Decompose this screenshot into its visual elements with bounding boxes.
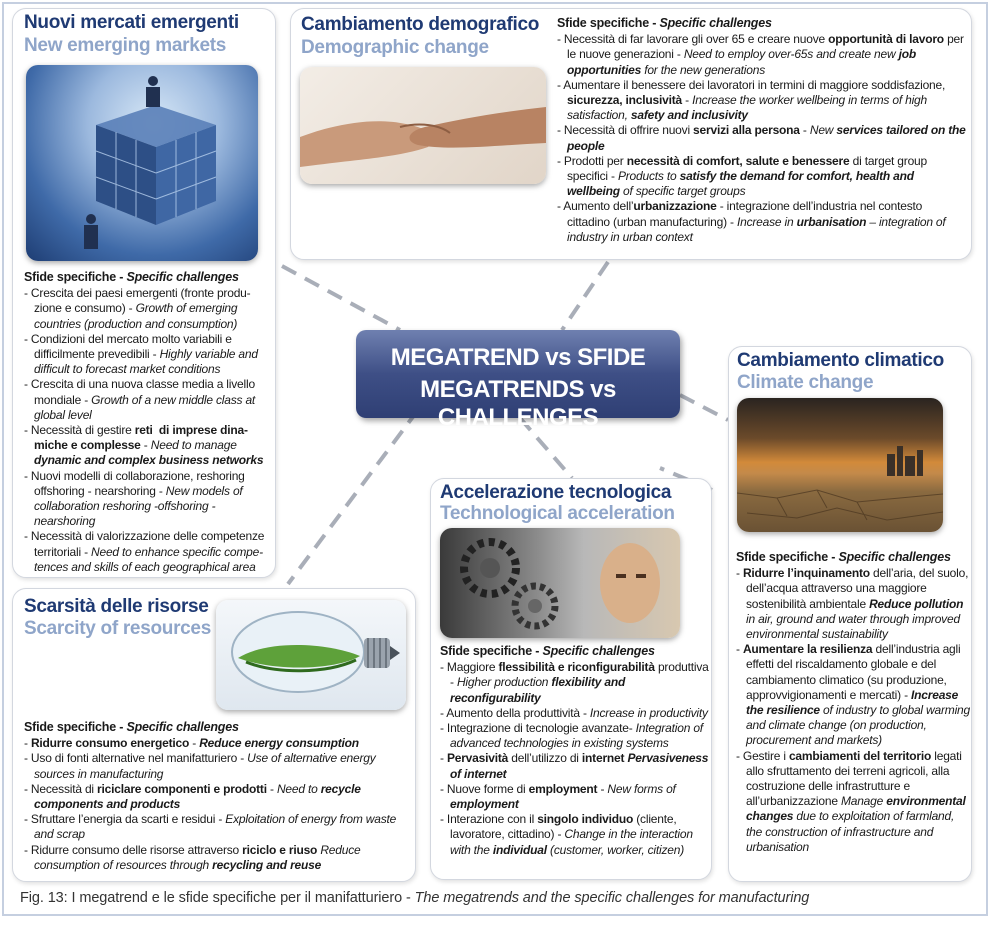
demographic-title: Cambiamento demografico [301,14,540,35]
resources-subtitle: Scarcity of resources [24,618,211,639]
list-item: - Pervasività dell’utilizzo di internet Pervasiveness of internet [440,751,709,781]
connector-resources [288,410,418,584]
climate-challenges-header: Sfide specifiche - Specific challenges [736,550,951,564]
bulb-graphic [216,600,406,710]
list-item: - Gestire i cambiamenti del territorio legati allo sfruttamento dei terreni agricoli, alla costruzione delle infrastrutture e all’urbanizzazione Manage environmental changes due to exploitation of farmland, the construction of infrastructure and urbanisation [736,748,966,854]
climate-title: Cambiamento climatico [737,350,944,371]
list-item: - Aumentare il benessere dei lavoratori in termini di maggiore soddisfazione, sicurezza, inclusività - Increase the worker wellbeing in terms of high satisfaction, safety and inclusivity [557,77,946,123]
connector-climate [680,395,728,420]
demographic-challenges [557,16,967,245]
caption-en: The megatrends and the specific challenges for manufacturing [414,890,810,906]
list-item: - Maggiore flessibilità e riconfigurabilità produttiva - Higher production flexibility and reconfigurability [440,660,709,705]
list-item: - Ridurre consumo delle risorse attraverso riciclo e riuso Reduce consumption of resources through recycling and reuse [24,842,361,872]
climate-graphic [737,398,943,532]
emerging-challenges-header: Sfide specifiche - Specific challenges [24,270,239,284]
list-item: - Nuovi modelli di collaborazione, reshoring offshoring - nearshoring - New models of collaboration reshoring -offshoring - nearshoring [24,468,245,529]
emerging-title: Nuovi mercati emergenti [24,12,239,33]
megatrend-center-box [356,330,680,431]
technology-challenges-header: Sfide specifiche - Specific challenges [440,644,655,658]
list-item: - Necessità di far lavorare gli over 65 e creare nuove opportunità di lavoro per le nuove generazioni - Need to employ over-65s and create new job opportunities for the new generations [557,32,964,77]
climate-challenges [736,550,970,855]
list-item: - Necessità di riciclare componenti e prodotti - Need to recycle components and products [24,781,361,812]
list-item: - Aumento dell’urbanizzazione - integrazione dell’industria nel contesto cittadino (urban manufacturing) - Increase in urbanisation – integration of industry in urban context [557,199,946,244]
gears-man-image [440,528,680,638]
technology-title: Accelerazione tecnologica [440,482,672,503]
dry-land-city-image [737,398,943,532]
climate-subtitle: Climate change [737,372,874,393]
center-title-en: MEGATRENDS vs CHALLENGES [420,376,616,431]
figure-caption [20,890,809,906]
resources-challenges-header: Sfide specifiche - Specific challenges [24,720,239,734]
list-item: - Aumentare la resilienza dell’industria agli effetti del riscaldamento globale e del cambiamento climatico (su produzione, approvvigionamenti e mercati) - Increase the resilience of industry to global warming and climate change (on production, procurement and markets) [736,642,970,748]
gears-graphic [440,528,680,638]
resources-challenges [24,720,414,873]
list-item: - Crescita dei paesi emergenti (fronte produzione e consumo) - Growth of emerging countries (production and consumption) [24,286,251,331]
list-item: - Integrazione di tecnologie avanzate- Integration of advanced technologies in existing systems [440,721,703,751]
hands-image [300,67,546,184]
list-item: - Condizioni del mercato molto variabili e difficilmente prevedibili - Highly variable and difficult to forecast market conditions [24,331,258,377]
list-item: - Aumento della produttività - Increase in productivity [440,705,708,720]
caption-it: Fig. 13: I megatrend e le sfide specifiche per il manifatturiero - [20,890,415,906]
technology-subtitle: Technological acceleration [440,503,675,524]
list-item: - Ridurre l’inquinamento dell’aria, del suolo, dell’acqua attraverso una maggiore sostenibilità ambientale Reduce pollution in air, ground and water through improved environmental sustainability [736,566,969,642]
list-item: - Ridurre consumo energetico - Reduce energy consumption [24,736,359,751]
list-item: - Necessità di valorizzazione delle competenze territoriali - Need to enhance specific competences and skills of each geographical area [24,529,265,574]
emerging-challenges [24,270,274,575]
demographic-subtitle: Demographic change [301,37,489,58]
demographic-challenges-header: Sfide specifiche - Specific challenges [557,16,772,30]
light-bulb-image [216,600,406,710]
list-item: - Necessità di gestire reti di imprese dinamiche e complesse - Need to manage dynamic and complex business networks [24,423,264,468]
list-item: - Necessità di offrire nuovi servizi alla persona - New services tailored on the people [557,123,966,153]
resources-title: Scarsità delle risorse [24,596,209,617]
list-item: - Crescita di una nuova classe media a livello mondiale - Growth of a new middle class at global level [24,377,256,422]
list-item: - Prodotti per necessità di comfort, salute e benessere di target group specifici - Products to satisfy the demand for comfort, health and wellbeing of specific target groups [557,153,928,199]
list-item: - Uso di fonti alternative nel manifatturiero - Use of alternative energy sources in manufacturing [24,751,376,781]
connector-demographic [562,262,608,330]
emerging-subtitle: New emerging markets [24,35,227,56]
technology-challenges [440,644,710,858]
center-title-it: MEGATREND vs SFIDE [390,344,646,371]
list-item: - Sfruttare l’energia da scarti e residui - Exploitation of energy from waste and scrap [24,812,397,842]
list-item: - Interazione con il singolo individuo (cliente, lavoratore, cittadino) - Change in the interaction with the individual (customer, worker, citizen) [440,812,693,857]
connector-emerging [282,266,400,330]
cube-graphic [26,65,258,261]
list-item: - Nuove forme di employment - New forms of employment [440,781,676,812]
emerging-markets-cube-image [26,65,258,261]
hands-graphic [300,67,546,184]
